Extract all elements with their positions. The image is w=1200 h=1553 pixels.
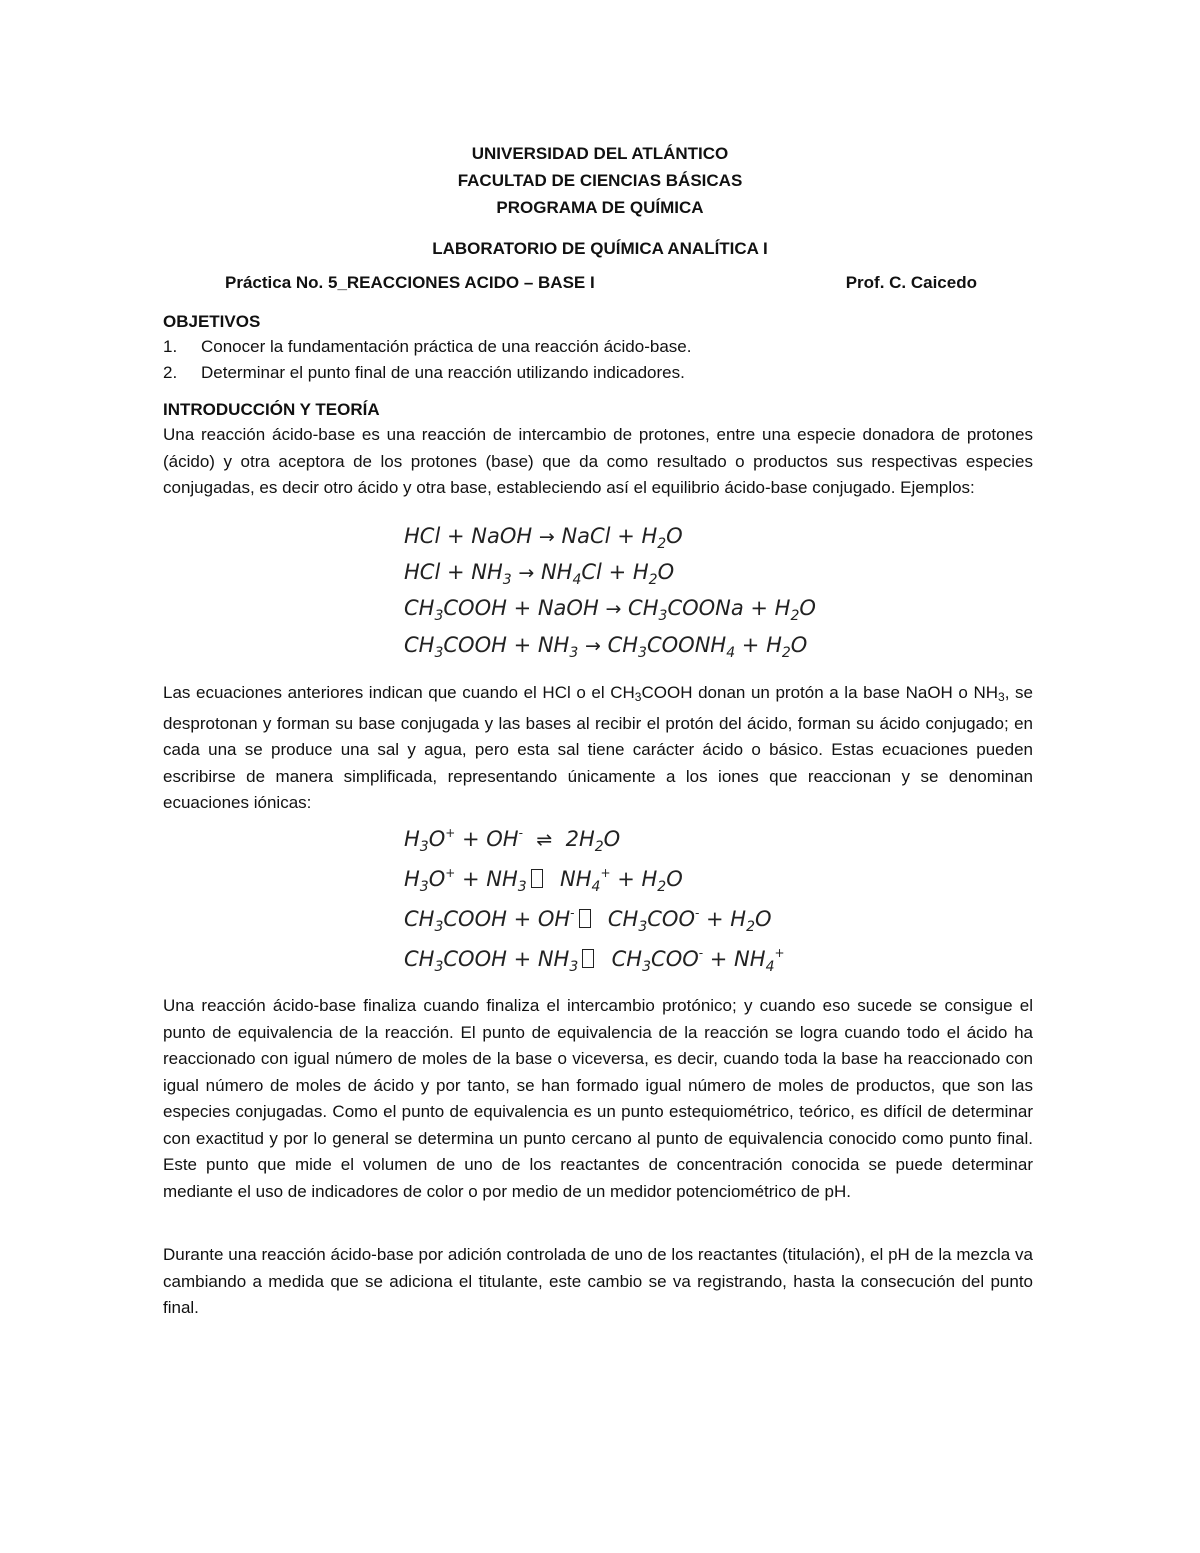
practica-line (225, 271, 977, 295)
missing-glyph-icon (582, 949, 594, 968)
missing-glyph-icon (579, 909, 591, 928)
intro-paragraph-3: Una reacción ácido-base finaliza cuando finaliza el intercambio protónico; y cuando eso sucede se consigue el punto de equivalencia de la reacción. El punto de equivalencia de la reacción se logra cuando todo el ácido ha reaccionado con igual número de moles de la base o viceversa, es decir, cuando toda la base ha reaccionado con igual número de moles de ácido y por tanto, se han formado igual número de moles de productos, que son las especies conjugadas. Como el punto de equivalencia es un punto estequiométrico, teórico, es difícil de determinar con exactitud y por lo general se determina un punto cercano al punto de equivalencia conocido como punto final. Este punto que mide el volumen de uno de los reactantes de concentración conocida se puede determinar mediante el uso de indicadores de color o por medio de un medidor potenciométrico de pH. (163, 996, 1033, 1201)
equation-3: $CH_3COOH$ + NaOH → $CH_3COONa + H_2O$ (404, 596, 816, 624)
objective-number: 2. (163, 363, 178, 382)
arrow-icon: → (605, 598, 622, 620)
professor-name: Prof. C. Caicedo (845, 273, 977, 292)
intro-paragraph-2: Las ecuaciones anteriores indican que cuando el HCl o el $CH_3COOH$ donan un protón a la base NaOH o $NH_3$, se desprotonan y forman su base conjugada y las bases al recibir el protón del ácido, forman su ácido conjugado; en cada una se produce una sal y agua, pero esta sal tiene carácter ácido o básico. Estas ecuaciones pueden escribirse de manera simplificada, representando únicamente a los iones que reaccionan y se denominan ecuaciones iónicas: (163, 683, 1033, 812)
objective-text: Conocer la fundamentación práctica de una reacción ácido-base. (201, 337, 692, 356)
intro-heading: INTRODUCCIÓN Y TEORÍA (163, 400, 380, 419)
equilibrium-arrow-icon: ⇌ (536, 829, 553, 851)
equation-4: $CH_3COOH + NH_3$ → $CH_3COONH_4 + H_2O$ (404, 633, 808, 661)
objective-item (163, 334, 691, 360)
program-name: PROGRAMA DE QUÍMICA (496, 198, 704, 217)
objective-item (163, 360, 685, 386)
university-name: UNIVERSIDAD DEL ATLÁNTICO (471, 144, 729, 163)
arrow-icon: → (518, 562, 535, 584)
objectives-heading: OBJETIVOS (163, 312, 261, 331)
equation-1: HCl + NaOH → NaCl + $H_2O$ (404, 524, 683, 552)
objective-number: 1. (163, 337, 178, 356)
equation-2: HCl + $NH_3 \to NH_4Cl + H_2O$ (404, 560, 675, 588)
arrow-icon: → (538, 526, 555, 548)
lab-name: LABORATORIO DE QUÍMICA ANALÍTICA I (432, 239, 768, 258)
document-header (0, 140, 1200, 262)
missing-glyph-icon (531, 869, 543, 888)
ionic-equation-3: $CH_3COOH + OH^-$ $CH_3COO^- + H_2O$ (404, 906, 772, 935)
ionic-equation-1: $H_3O^+ + OH^-$ ⇌ $2H_2O$ (404, 826, 621, 855)
arrow-icon: → (584, 635, 601, 657)
intro-paragraph-1: Una reacción ácido-base es una reacción de intercambio de protones, entre una especie donadora de protones (ácido) y otra aceptora de los protones (base) que da como resultado o productos sus respectivas especies conjugadas, es decir otro ácido y otra base, estableciendo así el equilibrio ácido-base conjugado. Ejemplos: (163, 425, 1033, 497)
objective-text: Determinar el punto final de una reacción utilizando indicadores. (201, 363, 685, 382)
faculty-name: FACULTAD DE CIENCIAS BÁSICAS (457, 171, 743, 190)
ionic-equation-4: $CH_3COOH + NH_3$ $CH_3COO^- + NH_4^+$ (404, 946, 785, 975)
practica-title: Práctica No. 5_REACCIONES ACIDO – BASE I (225, 273, 595, 292)
ionic-equation-2: $H_3O^+ + NH_3$ $NH_4^+ + H_2O$ (404, 866, 683, 895)
intro-paragraph-4: Durante una reacción ácido-base por adición controlada de uno de los reactantes (titulación), el pH de la mezcla va cambiando a medida que se adiciona el titulante, este cambio se va registrando, hasta la consecución del punto final. (163, 1245, 1033, 1317)
